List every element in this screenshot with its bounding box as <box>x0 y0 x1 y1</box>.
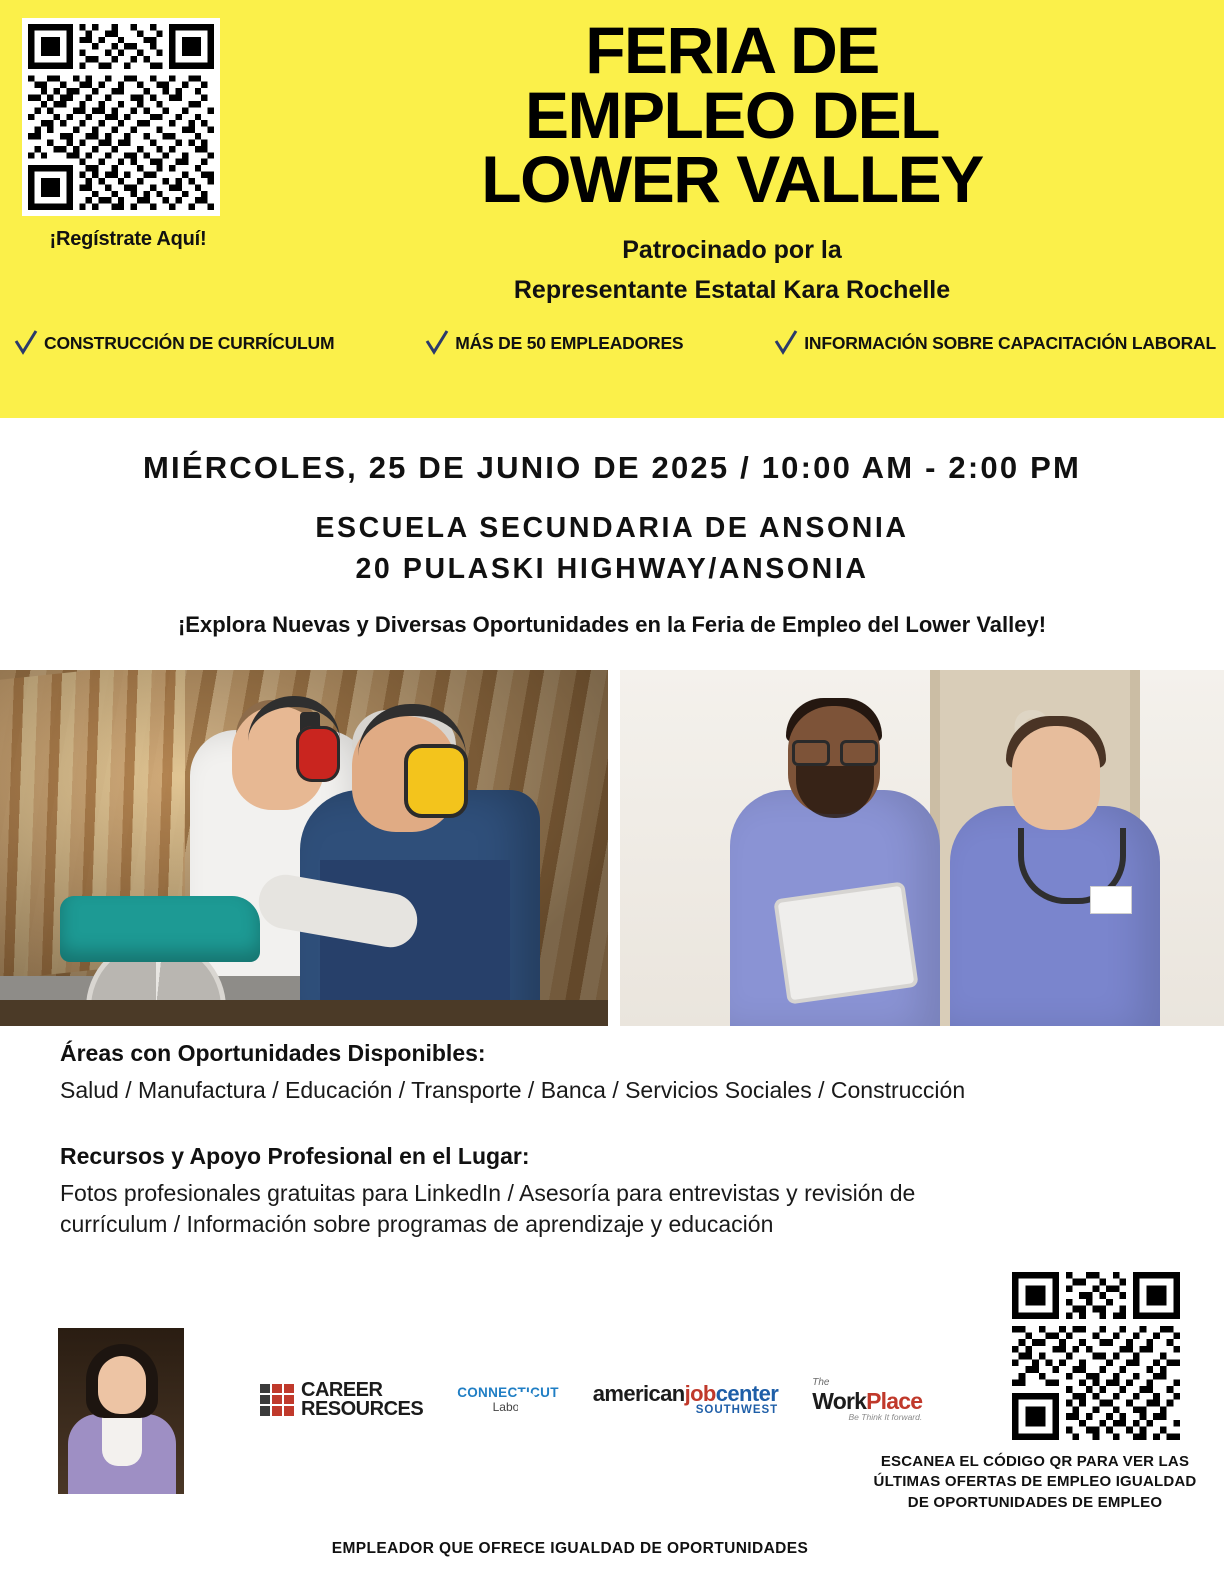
connecticut-labor-line-1: CONNECTICUT <box>457 1385 559 1401</box>
portrait-face <box>98 1356 146 1414</box>
name-badge <box>1090 886 1132 914</box>
ajc-part-1: american <box>592 1381 685 1407</box>
job-listings-qr-code[interactable] <box>1012 1272 1180 1440</box>
checkmark-icon <box>774 330 798 356</box>
checklist-item-label: MÁS DE 50 EMPLEADORES <box>455 332 684 353</box>
ajc-subtitle: SOUTHWEST <box>695 1404 779 1417</box>
qr-caption: ¡Regístrate Aquí! <box>49 228 207 250</box>
connecticut-labor-line-2: Labor <box>492 1400 524 1415</box>
tablet-device <box>773 881 918 1004</box>
career-resources-mark-icon <box>260 1384 294 1416</box>
the-workplace-logo[interactable] <box>812 1378 922 1422</box>
workbench <box>0 1000 608 1026</box>
ajc-part-3: center <box>715 1381 779 1407</box>
workplace-tagline: Be Think It forward. <box>848 1411 923 1422</box>
event-date-time: MIÉRCOLES, 25 DE JUNIO DE 2025 / 10:00 AM - 2:00 PM <box>143 450 1081 485</box>
section-body: Salud / Manufactura / Educación / Transporte / Banca / Servicios Sociales / Construcción <box>60 1077 966 1103</box>
section-body: Fotos profesionales gratuitas para LinkedIn / Asesoría para entrevistas y revisión de currículum / Información sobre programas de aprendizaje y educación <box>60 1179 916 1238</box>
career-resources-logo[interactable] <box>260 1378 424 1420</box>
eyeglasses-icon <box>792 740 878 760</box>
section-heading: Áreas con Oportunidades Disponibles: <box>60 1040 486 1066</box>
event-details <box>0 418 1224 638</box>
career-resources-line-1: CAREER <box>301 1378 383 1401</box>
title-line-2: EMPLEO DEL <box>524 77 940 152</box>
hero-banner <box>0 0 1224 418</box>
feature-checklist <box>14 330 1216 356</box>
ajc-part-2: job <box>684 1381 716 1407</box>
checklist-item <box>14 330 334 356</box>
eeo-statement: EMPLEADOR QUE OFRECE IGUALDAD DE OPORTUNIDADES <box>331 1540 809 1557</box>
section-areas <box>60 1040 1170 1107</box>
checklist-item-label: INFORMACIÓN SOBRE CAPACITACIÓN LABORAL <box>804 332 1216 353</box>
power-saw-body <box>60 896 260 962</box>
partner-logos <box>260 1378 940 1422</box>
section-resources <box>60 1143 1170 1241</box>
workplace-main-2: Place <box>866 1387 923 1414</box>
checkmark-icon <box>425 330 449 356</box>
registration-qr-code[interactable] <box>22 18 220 216</box>
checklist-item <box>425 330 683 356</box>
photo-strip <box>0 670 1224 1026</box>
checklist-item <box>774 330 1216 356</box>
workplace-top: The <box>812 1377 830 1388</box>
page-title <box>250 13 1214 217</box>
sponsor-line-1: Patrocinado por la <box>622 236 842 264</box>
event-tagline: ¡Explora Nuevas y Diversas Oportunidades en la Feria de Empleo del Lower Valley! <box>177 612 1047 637</box>
nurse-two-head <box>1012 726 1100 830</box>
workplace-main-1: Work <box>812 1387 867 1414</box>
sponsor-line-2: Representante Estatal Kara Rochelle <box>513 276 951 304</box>
checkmark-icon <box>14 330 38 356</box>
kara-rochelle-portrait <box>58 1328 184 1494</box>
american-job-center-logo[interactable] <box>593 1383 778 1417</box>
title-line-3: LOWER VALLEY <box>481 142 983 217</box>
opportunity-sections <box>60 1040 1170 1241</box>
photo-woodworking-workers <box>0 670 608 1026</box>
checklist-item-label: CONSTRUCCIÓN DE CURRÍCULUM <box>44 332 335 353</box>
event-venue: ESCUELA SECUNDARIA DE ANSONIA <box>315 512 909 544</box>
red-ear-protection-cup <box>296 726 340 782</box>
section-spacer <box>60 1107 1170 1143</box>
portrait-shirt <box>102 1414 142 1466</box>
registration-qr-code-svg <box>28 24 214 210</box>
job-listings-qr-code-svg <box>1012 1272 1180 1440</box>
career-resources-line-2: RESOURCES <box>301 1397 424 1420</box>
event-address: 20 PULASKI HIGHWAY/ANSONIA <box>355 553 869 585</box>
connecticut-labor-logo[interactable] <box>457 1385 559 1414</box>
section-heading: Recursos y Apoyo Profesional en el Lugar: <box>60 1142 530 1169</box>
title-line-1: FERIA DE <box>585 13 879 87</box>
photo-medical-staff <box>620 670 1224 1026</box>
yellow-ear-protection-cup <box>404 744 468 818</box>
qr-job-listings-caption: ESCANEA EL CÓDIGO QR PARA VER LAS ÚLTIMAS OFERTAS DE EMPLEO IGUALDAD DE OPORTUNIDADES DE EMPLEO <box>873 1453 1197 1511</box>
